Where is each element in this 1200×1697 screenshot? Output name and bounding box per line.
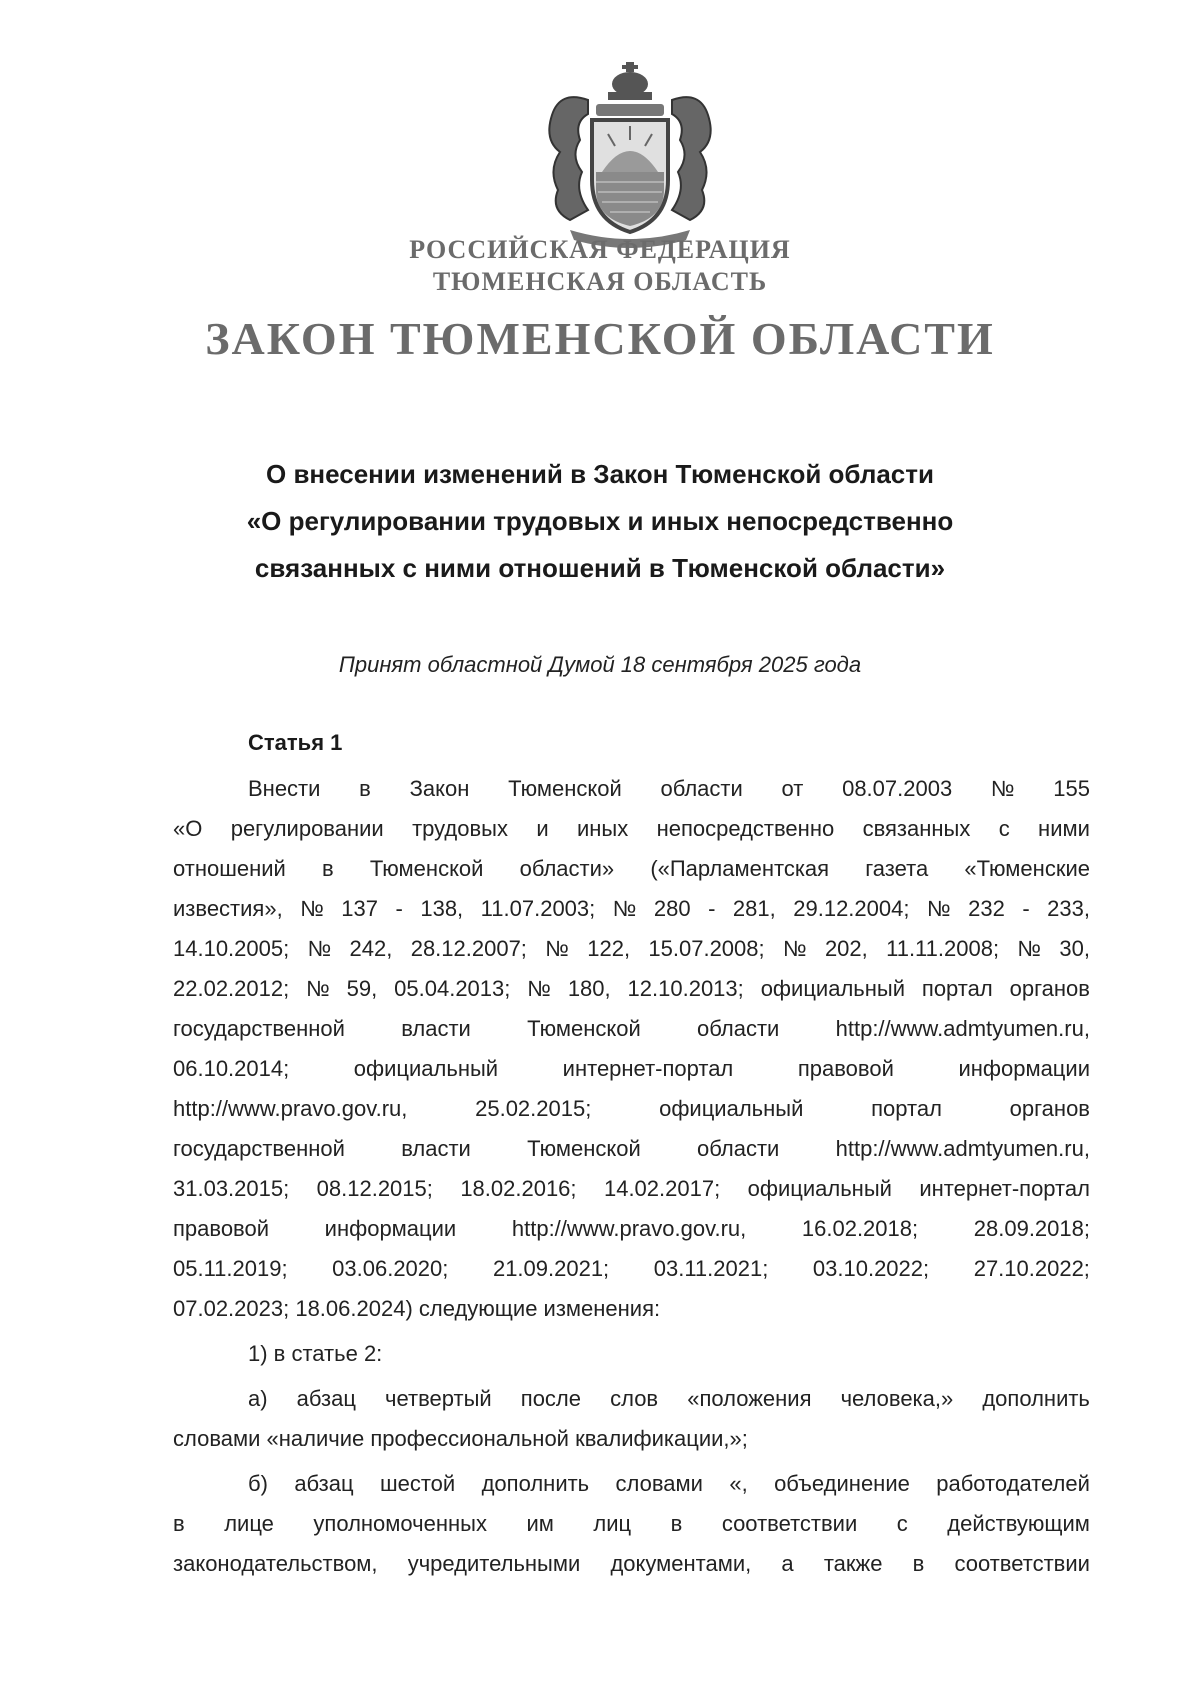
word: 155 [1053, 776, 1090, 801]
word: № [926, 896, 951, 921]
word: № [306, 976, 330, 1001]
word: абзац [296, 1386, 356, 1411]
text-line [173, 1056, 1090, 1082]
word: 25.02.2015; [475, 1096, 592, 1121]
word: «О [173, 816, 203, 841]
word: государственной [173, 1136, 345, 1161]
word: органов [1009, 1096, 1090, 1121]
word: правовой [173, 1216, 270, 1241]
text-line [173, 1136, 1090, 1162]
word: № [782, 936, 807, 961]
word: 280 [653, 896, 691, 921]
word: дополнить [982, 1386, 1090, 1411]
word: 29.12.2004; [793, 896, 910, 921]
word: б) [248, 1471, 268, 1496]
word: 16.02.2018; [801, 1216, 919, 1241]
word: официальный [659, 1096, 804, 1121]
word: в [321, 856, 334, 881]
word: 138, [420, 896, 464, 921]
word: 27.10.2022; [973, 1256, 1090, 1281]
word: дополнить [481, 1471, 590, 1496]
word: - [395, 896, 403, 921]
text-line [173, 896, 1090, 922]
list-item: 1) в статье 2: [248, 1341, 383, 1366]
word: http://www.pravo.gov.ru, [173, 1096, 408, 1121]
word: соответствии [721, 1511, 858, 1536]
word: газета [865, 856, 929, 881]
word: http://www.admtyumen.ru, [835, 1016, 1090, 1041]
word: 22.02.2012; [173, 976, 290, 1001]
word: и [536, 816, 549, 841]
text-line [173, 816, 1090, 842]
text-line [173, 1096, 1090, 1122]
word: 12.10.2013; [627, 976, 744, 1001]
word: информации [324, 1216, 457, 1241]
word: регулировании [230, 816, 384, 841]
word: 30, [1059, 936, 1090, 961]
text-line [173, 1216, 1090, 1242]
word: абзац [294, 1471, 354, 1496]
word: 233, [1047, 896, 1090, 921]
word: 202, [824, 936, 868, 961]
word: ними [1038, 816, 1090, 841]
document-type: ЗАКОН ТЮМЕНСКОЙ ОБЛАСТИ [205, 313, 995, 364]
law-title-line-2: «О регулировании трудовых и иных непосредственно [246, 506, 954, 536]
word: шестой [379, 1471, 456, 1496]
word: № [307, 936, 332, 961]
word: слов [610, 1386, 659, 1411]
word: в [359, 776, 371, 801]
word: 232 [968, 896, 1005, 921]
word: человека,» [840, 1386, 954, 1411]
text-line [248, 776, 1090, 802]
text-line [173, 936, 1090, 962]
word: 15.07.2008; [648, 936, 765, 961]
word: Тюменской [369, 856, 484, 881]
word: работодателей [936, 1471, 1090, 1496]
word: лиц [593, 1511, 632, 1536]
word: № [612, 896, 637, 921]
word: иных [576, 816, 629, 841]
word: 281, [732, 896, 776, 921]
word: официальный [353, 1056, 499, 1081]
word: лице [224, 1511, 274, 1536]
word: информации [958, 1056, 1090, 1081]
word: документами, [610, 1551, 752, 1576]
word: действующим [947, 1511, 1090, 1536]
text-line [248, 1386, 1090, 1412]
word: интернет-портал [919, 1176, 1090, 1201]
word: также [823, 1551, 883, 1576]
word: государственной [173, 1016, 345, 1041]
word: № [545, 936, 569, 961]
word: 31.03.2015; [173, 1176, 290, 1201]
word: четвертый [385, 1386, 492, 1411]
tyumen-coat-of-arms-icon [530, 60, 730, 250]
word: 03.11.2021; [653, 1256, 769, 1281]
word: официальный [760, 976, 905, 1001]
word: 18.02.2016; [460, 1176, 577, 1201]
word: отношений [173, 856, 286, 881]
word: учредительными [407, 1551, 581, 1576]
word: 28.12.2007; [410, 936, 527, 961]
text-line [173, 1551, 1090, 1577]
word: в [670, 1511, 683, 1536]
adoption-note: Принят областной Думой 18 сентября 2025 года [338, 652, 862, 677]
word: Закон [409, 776, 470, 801]
word: а) [248, 1386, 268, 1411]
word: 03.06.2020; [332, 1256, 449, 1281]
word: 06.10.2014; [173, 1056, 290, 1081]
text-line [173, 976, 1090, 1002]
word: 08.07.2003 [842, 776, 953, 801]
word: власти [401, 1136, 471, 1161]
word: портал [871, 1096, 942, 1121]
word: «, [729, 1471, 748, 1496]
word: с [998, 816, 1010, 841]
text-line [248, 1471, 1090, 1497]
word: Тюменской [527, 1016, 641, 1041]
word: 137 [341, 896, 379, 921]
word: 59, [346, 976, 378, 1001]
word: № [1017, 936, 1042, 961]
word: «Тюменские [964, 856, 1090, 881]
text-line: словами «наличие профессиональной квалификации,»; [173, 1426, 748, 1451]
word: им [526, 1511, 554, 1536]
word: а [781, 1551, 794, 1576]
word: уполномоченных [313, 1511, 487, 1536]
law-title-line-1: О внесении изменений в Закон Тюменской области [266, 459, 934, 489]
word: интернет-портал [562, 1056, 734, 1081]
word: 14.02.2017; [603, 1176, 721, 1201]
text-line [173, 1511, 1090, 1537]
text-line [173, 1176, 1090, 1202]
word: от [781, 776, 804, 801]
word: Внести [248, 776, 321, 801]
word: области» [519, 856, 615, 881]
word: № [300, 896, 324, 921]
word: 28.09.2018; [973, 1216, 1090, 1241]
word: области [697, 1136, 780, 1161]
word: официальный [747, 1176, 892, 1201]
word: словами [615, 1471, 703, 1496]
region-name: ТЮМЕНСКАЯ ОБЛАСТЬ [432, 267, 768, 296]
text-line [173, 1016, 1090, 1042]
word: 122, [587, 936, 631, 961]
word: 03.10.2022; [812, 1256, 930, 1281]
word: в [173, 1511, 185, 1536]
word: № [990, 776, 1015, 801]
word: 11.11.2008; [886, 936, 1000, 961]
article-heading: Статья 1 [248, 730, 343, 755]
word: 05.04.2013; [394, 976, 511, 1001]
text-line [173, 856, 1090, 882]
word: 08.12.2015; [316, 1176, 433, 1201]
word: в [912, 1551, 925, 1576]
word: соответствии [954, 1551, 1090, 1576]
text-line [173, 1256, 1090, 1282]
word: 180, [567, 976, 611, 1001]
word: непосредственно [656, 816, 835, 841]
word: 14.10.2005; [173, 936, 290, 961]
word: портал [921, 976, 993, 1001]
word: («Парламентская [650, 856, 830, 881]
word: правовой [797, 1056, 894, 1081]
law-title-line-3: связанных с ними отношений в Тюменской области» [254, 553, 946, 583]
word: после [520, 1386, 582, 1411]
word: 05.11.2019; [173, 1256, 288, 1281]
word: № [527, 976, 551, 1001]
word: объединение [774, 1471, 910, 1496]
word: - [1022, 896, 1030, 921]
word: области [697, 1016, 780, 1041]
word: известия», [173, 896, 283, 921]
word: власти [401, 1016, 471, 1041]
word: «положения [687, 1386, 812, 1411]
text-line: 07.02.2023; 18.06.2024) следующие изменения: [173, 1296, 661, 1321]
word: - [708, 896, 716, 921]
word: связанных [862, 816, 971, 841]
word: 11.07.2003; [480, 896, 596, 921]
word: органов [1009, 976, 1090, 1001]
word: http://www.pravo.gov.ru, [511, 1216, 747, 1241]
word: Тюменской [508, 776, 622, 801]
word: 21.09.2021; [492, 1256, 610, 1281]
word: Тюменской [527, 1136, 641, 1161]
word: законодательством, [173, 1551, 378, 1576]
word: 242, [349, 936, 393, 961]
word: с [896, 1511, 908, 1536]
word: трудовых [412, 816, 508, 841]
country-name: РОССИЙСКАЯ ФЕДЕРАЦИЯ [409, 235, 791, 264]
word: http://www.admtyumen.ru, [835, 1136, 1090, 1161]
word: области [660, 776, 743, 801]
